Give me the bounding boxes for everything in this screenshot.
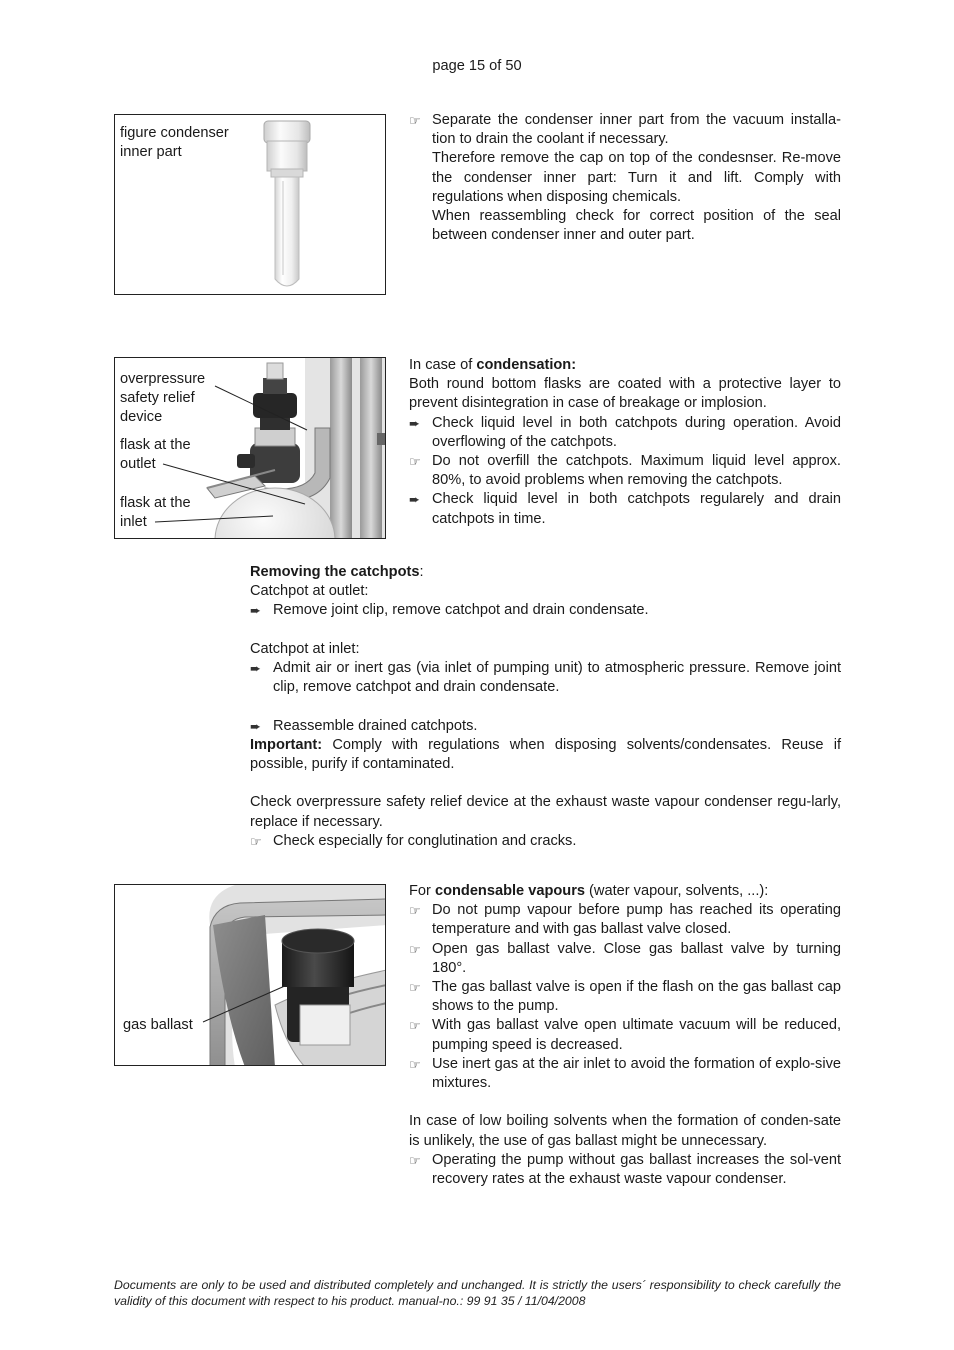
list-item [409, 111, 841, 245]
right-arrow-icon: ➨ [250, 718, 261, 734]
list-item: ➨ Check liquid level in both catchpots regularely and drain catchpots in time. [409, 491, 841, 527]
label-overpressure-relief: overpressure safety relief device [120, 371, 206, 426]
condensation-heading: In case of condensation: [409, 357, 577, 373]
pointing-hand-icon: ☞ [409, 454, 421, 470]
label-flask-inlet: flask at the inlet [120, 495, 191, 531]
figure-condenser-inner-part [114, 114, 386, 295]
pointing-hand-icon: ☞ [250, 833, 262, 849]
catchpot-outlet-label: Catchpot at outlet: [250, 583, 369, 600]
list-item: ➨ Admit air or inert gas (via inlet of pumping unit) to atmospheric pressure. Remove joint clip, remove catchpot and drain condensate. [250, 660, 841, 696]
label-flask-outlet: flask at the outlet [120, 437, 191, 473]
pointing-hand-icon: ☞ [409, 941, 421, 957]
list-item: ☞ Check especially for conglutination and cracks. [250, 832, 841, 851]
condenser-instructions [409, 111, 841, 245]
list-item: ☞ Use inert gas at the air inlet to avoid the formation of explo-sive mixtures. [409, 1055, 841, 1092]
paragraph: In case of low boiling solvents when the formation of conden-sate is unlikely, the use of gas ballast might be unnecessary. [409, 1113, 841, 1149]
gas-ballast-image [115, 885, 386, 1066]
important-note: Important: Comply with regulations when disposing solvents/condensates. Reuse if possible, purify if contaminated. [250, 736, 841, 772]
figure-gas-ballast [114, 884, 386, 1066]
document-footer: Documents are only to be used and distributed completely and unchanged. It is strictly the users´ responsibility to check carefully the validity of this document with respect to his product. manual-no.: 99 91 35 / 11/04/2008 [114, 1278, 841, 1308]
list-item: ☞ The gas ballast valve is open if the flash on the gas ballast cap shows to the pump. [409, 979, 841, 1015]
list-item: ☞ Do not pump vapour before pump has reached its operating temperature and with gas ballast valve closed. [409, 902, 841, 938]
label-gas-ballast: gas ballast [123, 1017, 193, 1033]
pointing-hand-icon: ☞ [409, 1152, 421, 1168]
pointing-hand-icon: ☞ [409, 1056, 421, 1072]
pointing-hand-icon: ☞ [409, 903, 421, 919]
pointing-hand-icon: ☞ [409, 980, 421, 996]
pointing-hand-icon: ☞ [409, 1018, 421, 1034]
condensation-instructions [409, 356, 841, 529]
paragraph: When reassembling check for correct position of the seal between condenser inner and outer part. [432, 208, 841, 244]
right-arrow-icon: ➨ [409, 415, 420, 431]
paragraph: Therefore remove the cap on top of the condesnser. Re-move the condenser inner part: Turn it and lift. Comply with regulations when disposing chemicals. [432, 150, 841, 205]
catchpot-inlet-label: Catchpot at inlet: [250, 640, 360, 657]
condensable-vapours-heading: For condensable vapours (water vapour, solvents, ...): [409, 883, 769, 899]
gas-ballast-instructions [409, 882, 841, 1189]
list-item: ➨ Check liquid level in both catchpots during operation. Avoid overflowing of the catchpots. [409, 414, 841, 450]
paragraph: Both round bottom flasks are coated with a protective layer to prevent disintegration in case of breakage or implosion. [409, 376, 841, 412]
right-arrow-icon: ➨ [409, 492, 420, 508]
list-item: ➨ Remove joint clip, remove catchpot and drain condensate. [250, 601, 841, 620]
section-heading: Removing the catchpots: [250, 564, 424, 580]
condenser-inner-part-image [115, 115, 386, 295]
list-item: ☞ Open gas ballast valve. Close gas ballast valve by turning 180°. [409, 940, 841, 976]
right-arrow-icon: ➨ [250, 661, 261, 676]
page-number: page 15 of 50 [432, 58, 522, 74]
paragraph: Separate the condenser inner part from the vacuum installa-tion to drain the coolant if necessary. [432, 112, 841, 148]
removing-catchpots-section [250, 563, 841, 851]
list-item: ☞ With gas ballast valve open ultimate vacuum will be reduced, pumping speed is decreased. [409, 1017, 841, 1053]
list-item: ➨ Reassemble drained catchpots. [250, 717, 841, 736]
paragraph: Check overpressure safety relief device at the exhaust waste vapour condenser regu-larly, replace if necessary. [250, 794, 841, 830]
list-item: ☞ Do not overfill the catchpots. Maximum liquid level approx. 80%, to avoid problems when removing the catchpots. [409, 453, 841, 489]
right-arrow-icon: ➨ [250, 603, 261, 619]
pointing-hand-icon: ☞ [409, 113, 421, 128]
figure-catchpots [114, 357, 386, 539]
figure-label: figure condenser inner part [120, 125, 229, 161]
list-item: ☞ Operating the pump without gas ballast increases the sol-vent recovery rates at the exhaust waste vapour condenser. [409, 1151, 841, 1188]
